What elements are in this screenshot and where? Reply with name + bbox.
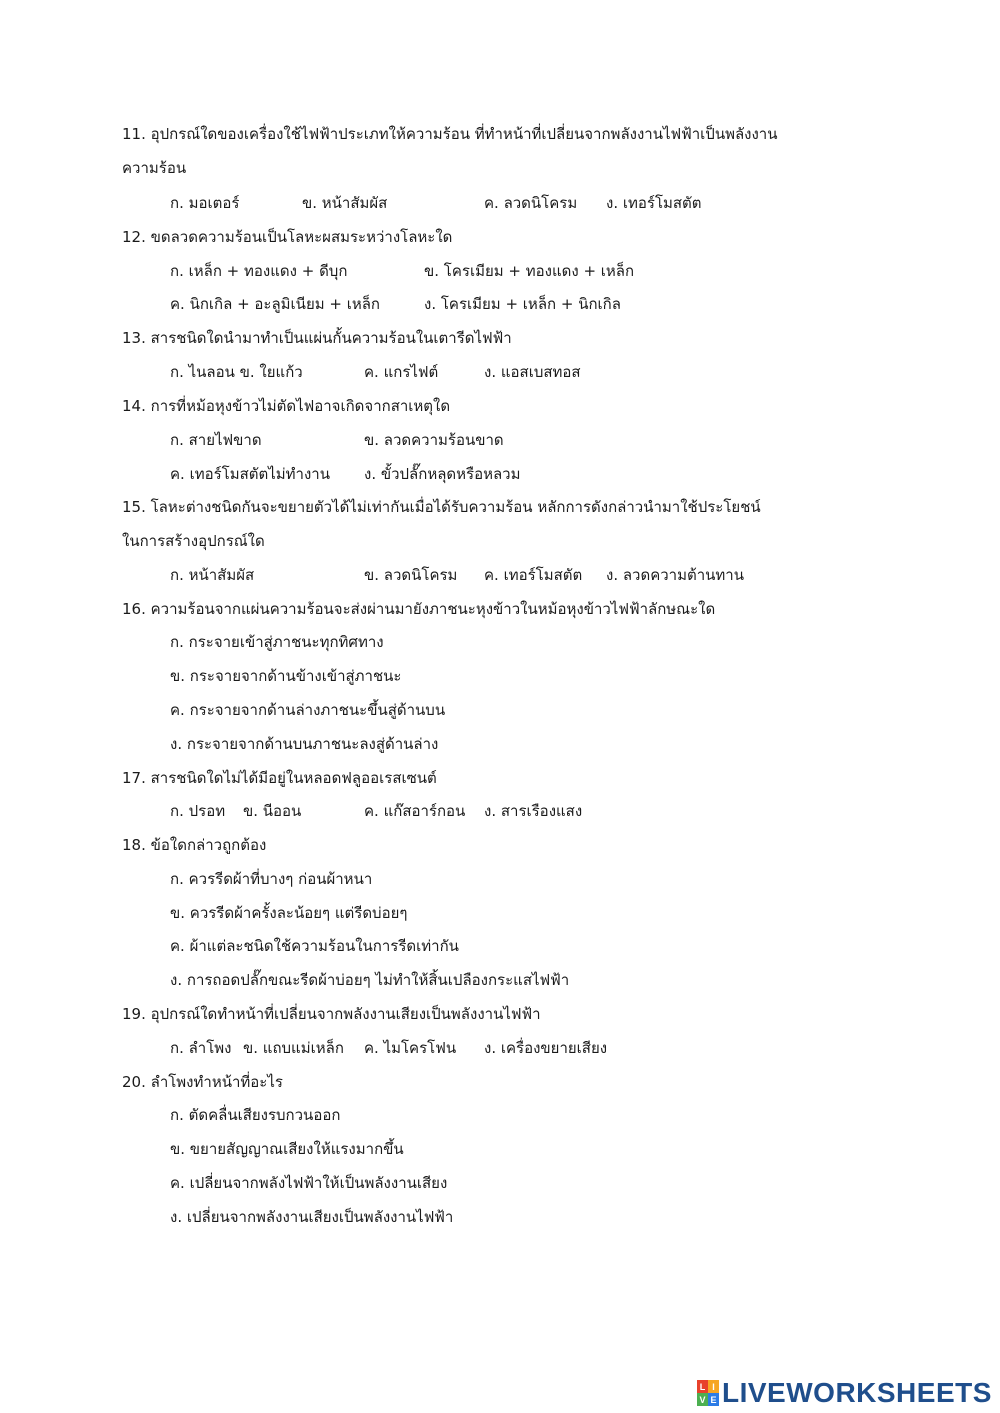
answer-option: ค. ผ้าแต่ละชนิดใช้ความร้อนในการรีดเท่ากัน [170, 937, 459, 955]
answer-option: ง. เทอร์โมสตัต [606, 194, 702, 212]
answer-option: ง. เครื่องขยายเสียง [484, 1039, 608, 1057]
question-text: 20. ลำโพงทำหน้าที่อะไร [122, 1073, 283, 1091]
logo-text: LIVEWORKSHEETS [722, 1377, 992, 1408]
answer-option: ค. แกรไฟต์ [364, 363, 439, 381]
question-text: 14. การที่หม้อหุงข้าวไม่ตัดไฟอาจเกิดจากสาเหตุใด [122, 397, 451, 415]
answer-option: ก. สายไฟขาด [170, 431, 262, 449]
answer-option: ง. ลวดความต้านทาน [606, 566, 744, 584]
answer-option: ก. มอเตอร์ [170, 194, 240, 212]
logo-mark-icon [697, 1380, 719, 1406]
answer-option: ค. เทอร์โมสตัตไม่ทำงาน [170, 465, 330, 483]
answer-option: ข. ควรรีดผ้าครั้งละน้อยๆ แต่รีดบ่อยๆ [170, 904, 408, 922]
answer-option: ก. ตัดคลื่นเสียงรบกวนออก [170, 1106, 341, 1124]
answer-option: ก. ควรรีดผ้าที่บางๆ ก่อนผ้าหนา [170, 870, 373, 888]
answer-option: ค. กระจายจากด้านล่างภาชนะขึ้นสู่ด้านบน [170, 701, 446, 719]
question-text: 15. โลหะต่างชนิดกันจะขยายตัวได้ไม่เท่ากันเมื่อได้รับความร้อน หลักการดังกล่าวนำมาใช้ประโยชน์ [122, 498, 761, 516]
answer-option: ง. แอสเบสทอส [484, 363, 581, 381]
answer-option: ข. โครเมียม + ทองแดง + เหล็ก [424, 262, 635, 280]
answer-option: ก. หน้าสัมผัส [170, 566, 255, 584]
answer-option: ก. เหล็ก + ทองแดง + ดีบุก [170, 262, 348, 280]
question-text: 18. ข้อใดกล่าวถูกต้อง [122, 836, 267, 854]
answer-option: ค. ไมโครโฟน [364, 1039, 457, 1057]
answer-option: ง. กระจายจากด้านบนภาชนะลงสู่ด้านล่าง [170, 735, 439, 753]
liveworksheets-logo [697, 1378, 992, 1408]
answer-option: ข. ลวดความร้อนขาด [364, 431, 504, 449]
answer-option: ง. การถอดปลั๊กขณะรีดผ้าบ่อยๆ ไม่ทำให้สิ้นเปลืองกระแสไฟฟ้า [170, 971, 570, 989]
answer-option: ข. หน้าสัมผัส [302, 194, 388, 212]
answer-option: ค. แก๊สอาร์กอน [364, 802, 466, 820]
answer-option: ข. ขยายสัญญาณเสียงให้แรงมากขึ้น [170, 1140, 404, 1158]
answer-option: ข. กระจายจากด้านข้างเข้าสู่ภาชนะ [170, 667, 402, 685]
answer-option: ง. สารเรืองแสง [484, 802, 583, 820]
answer-option: ข. นีออน [243, 802, 302, 820]
logo-mark-letter: L [697, 1380, 708, 1393]
logo-mark-letter: V [697, 1393, 708, 1406]
answer-option: ข. ลวดนิโครม [364, 566, 458, 584]
question-text: 17. สารชนิดใดไม่ได้มีอยู่ในหลอดฟลูออเรสเซนต์ [122, 769, 437, 787]
answer-option: ข. แถบแม่เหล็ก [243, 1039, 344, 1057]
answer-option: ง. โครเมียม + เหล็ก + นิกเกิล [424, 295, 621, 313]
answer-option: ค. เปลี่ยนจากพลังไฟฟ้าให้เป็นพลังงานเสียง [170, 1174, 448, 1192]
answer-option: ก. ปรอท [170, 802, 226, 820]
answer-option: ก. กระจายเข้าสู่ภาชนะทุกทิศทาง [170, 633, 384, 651]
logo-mark-letter: E [708, 1393, 719, 1406]
answer-option: ง. ขั้วปลั๊กหลุดหรือหลวม [364, 465, 521, 483]
answer-option: ค. นิกเกิล + อะลูมิเนียม + เหล็ก [170, 295, 381, 313]
question-text-continued: ความร้อน [122, 159, 187, 177]
question-text: 11. อุปกรณ์ใดของเครื่องใช้ไฟฟ้าประเภทให้ความร้อน ที่ทำหน้าที่เปลี่ยนจากพลังงานไฟฟ้าเป็นพลังงาน [122, 125, 778, 143]
question-text: 16. ความร้อนจากแผ่นความร้อนจะส่งผ่านมายังภาชนะหุงข้าวในหม้อหุงข้าวไฟฟ้าลักษณะใด [122, 600, 716, 618]
question-text-continued: ในการสร้างอุปกรณ์ใด [122, 532, 265, 550]
question-text: 13. สารชนิดใดนำมาทำเป็นแผ่นกั้นความร้อนในเตารีดไฟฟ้า [122, 329, 512, 347]
question-text: 19. อุปกรณ์ใดทำหน้าที่เปลี่ยนจากพลังงานเสียงเป็นพลังงานไฟฟ้า [122, 1005, 541, 1023]
answer-option: ค. เทอร์โมสตัต [484, 566, 583, 584]
answer-option: ค. ลวดนิโครม [484, 194, 578, 212]
answer-option: ก. ลำโพง [170, 1039, 232, 1057]
answer-option: ก. ไนลอน ข. ใยแก้ว [170, 363, 303, 381]
question-text: 12. ขดลวดความร้อนเป็นโลหะผสมระหว่างโลหะใด [122, 228, 453, 246]
logo-mark-letter: I [708, 1380, 719, 1393]
answer-option: ง. เปลี่ยนจากพลังงานเสียงเป็นพลังงานไฟฟ้า [170, 1208, 454, 1226]
